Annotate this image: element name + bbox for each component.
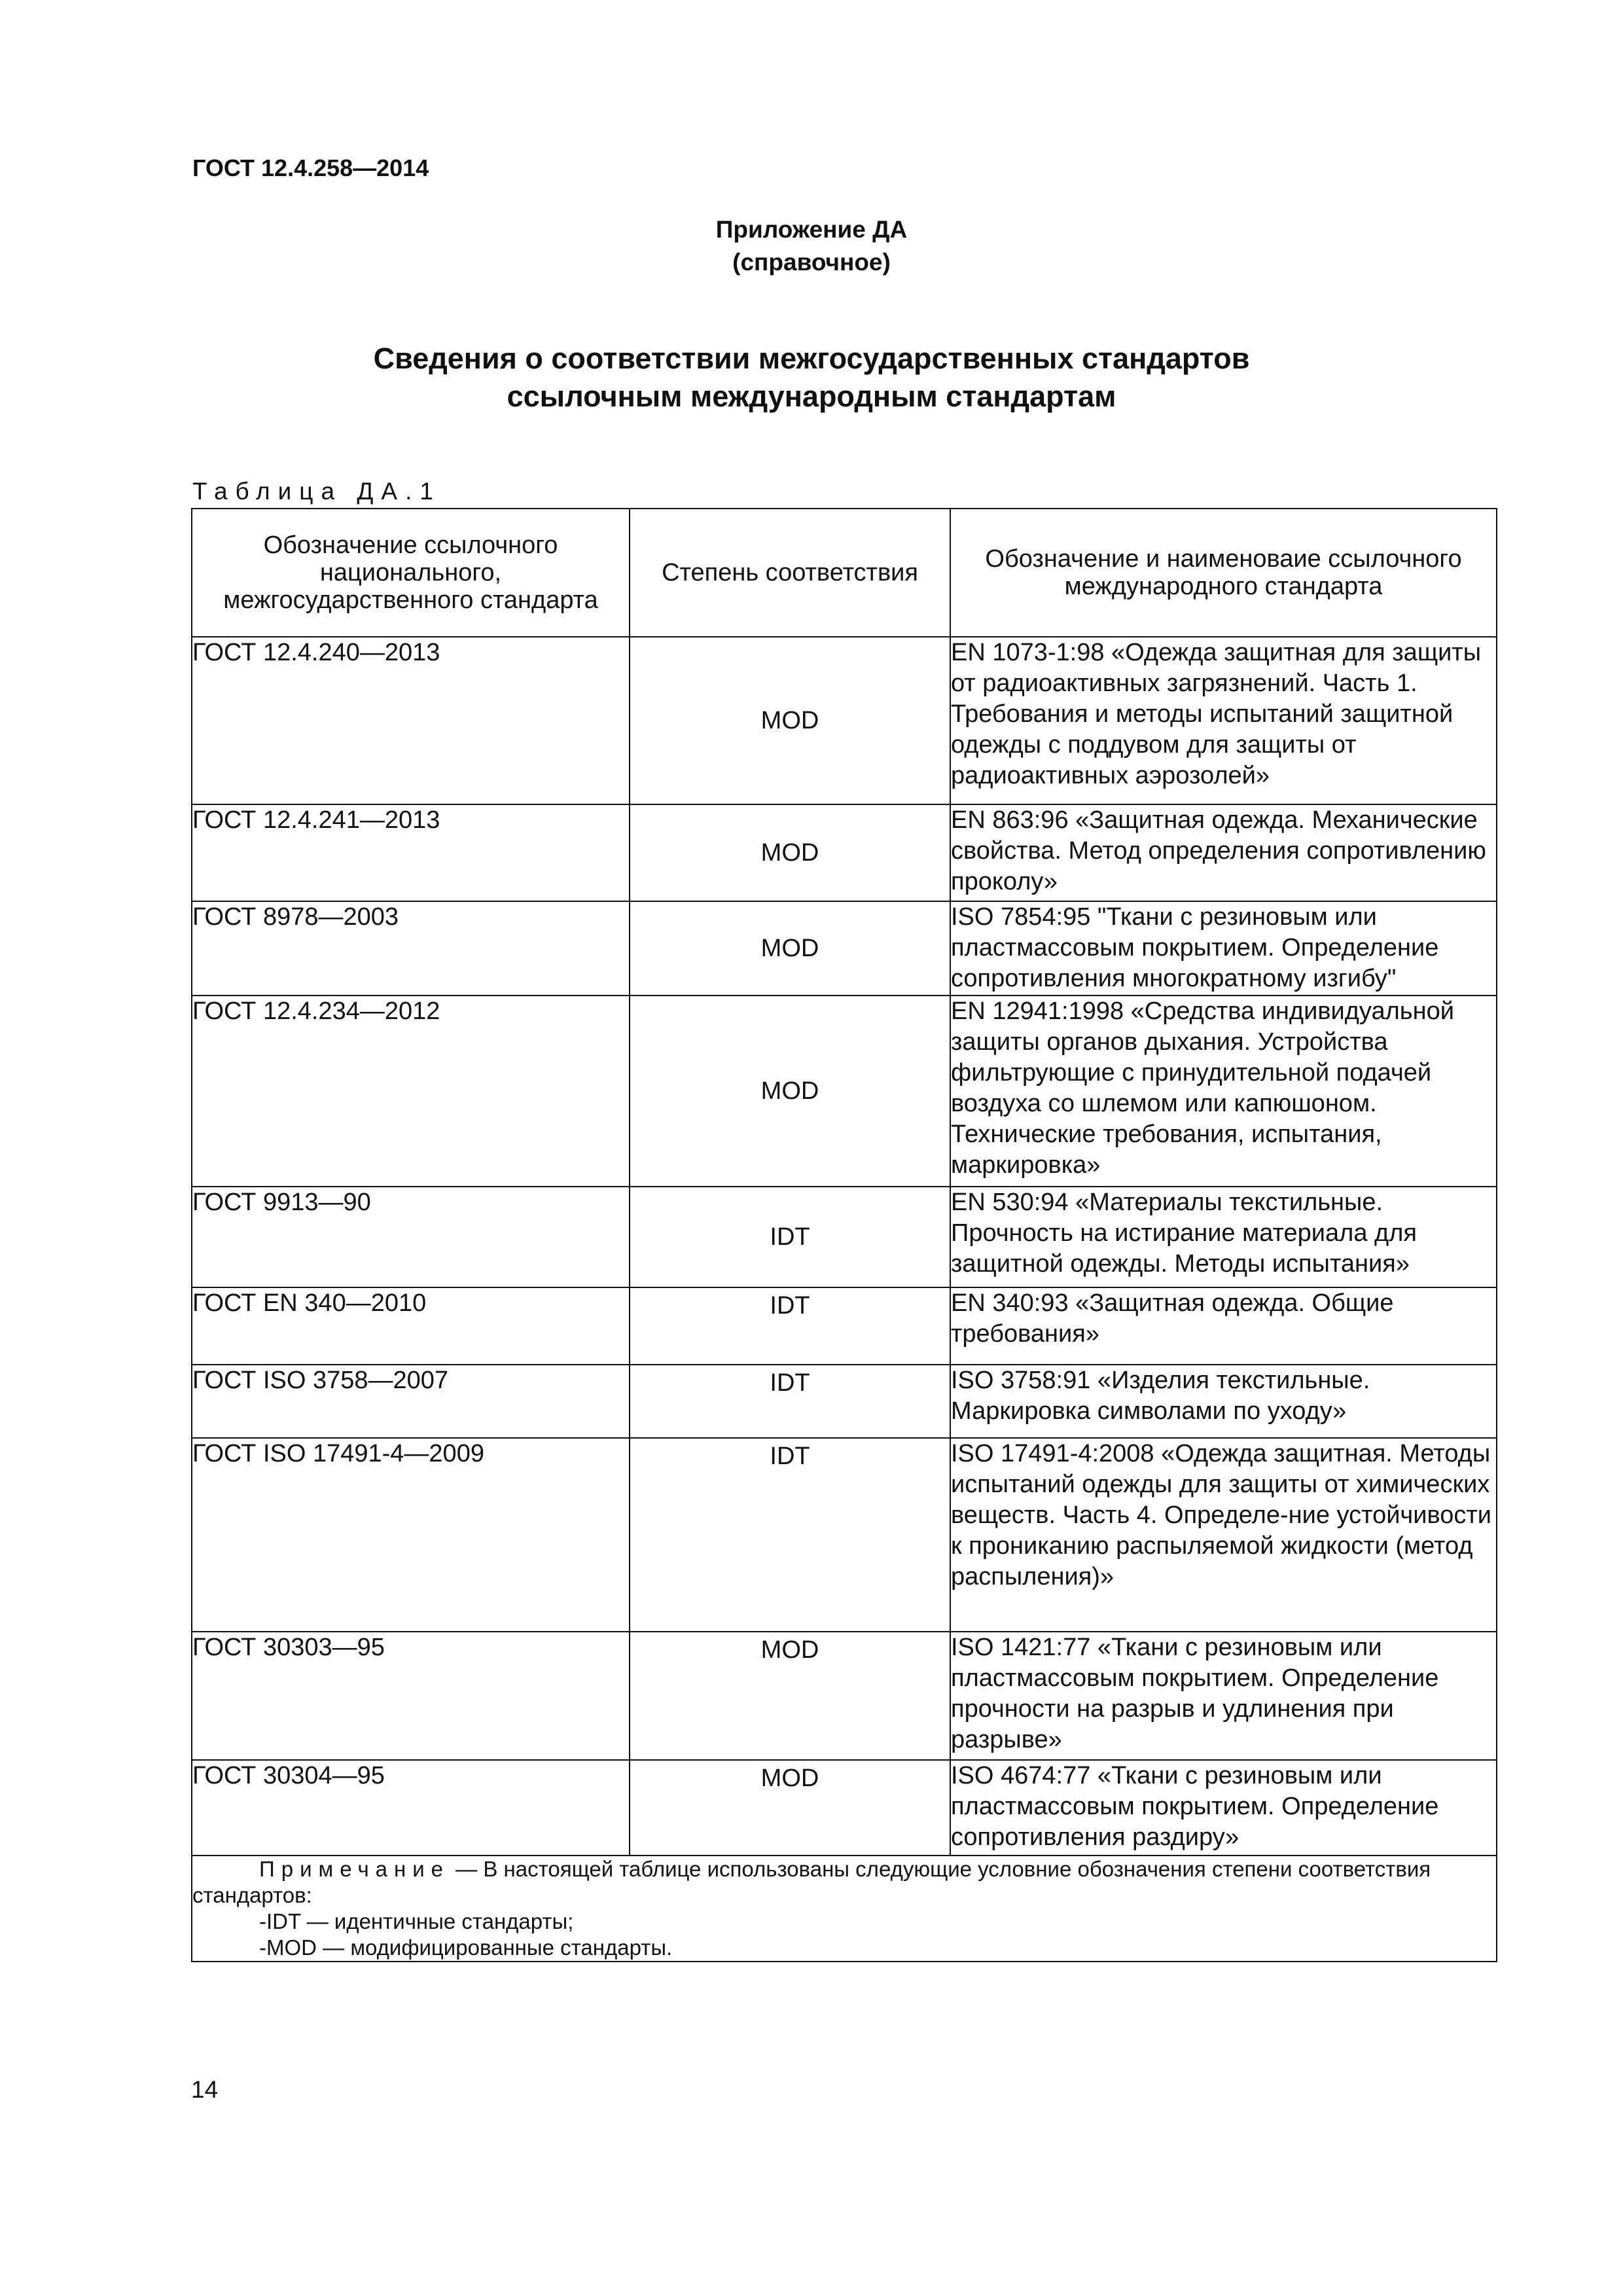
appendix-subtitle: (справочное) xyxy=(732,249,891,276)
table-row xyxy=(192,996,1497,1187)
note-paragraph xyxy=(192,1856,1496,1909)
international-standard-cell: ISO 7854:95 "Ткани с резиновым или пластмассовым покрытием. Определение сопротивления многократному изгибу" xyxy=(950,901,1497,996)
note-label: Примечание xyxy=(259,1857,450,1881)
table-row xyxy=(192,1187,1497,1287)
table-row xyxy=(192,1760,1497,1856)
national-standard-cell: ГОСТ 9913—90 xyxy=(192,1187,630,1287)
standards-table xyxy=(191,508,1497,1962)
table-note-row xyxy=(192,1856,1497,1962)
national-standard-cell: ГОСТ 12.4.234—2012 xyxy=(192,996,630,1187)
degree-cell: MOD xyxy=(630,996,950,1187)
degree-cell: IDT xyxy=(630,1365,950,1438)
note-item-idt: -IDT — идентичные стандарты; xyxy=(259,1909,574,1933)
national-standard-cell: ГОСТ 12.4.240—2013 xyxy=(192,637,630,804)
national-standard-cell: ГОСТ 30304—95 xyxy=(192,1760,630,1856)
international-standard-cell: ISO 4674:77 «Ткани с резиновым или пластмассовым покрытием. Определение сопротивления раздиру» xyxy=(950,1760,1497,1856)
table-note xyxy=(192,1856,1497,1962)
document-code: ГОСТ 12.4.258—2014 xyxy=(192,154,429,181)
page-number: 14 xyxy=(191,2076,219,2103)
international-standard-cell: EN 1073-1:98 «Одежда защитная для защиты от радиоактивных загрязнений. Часть 1. Требования и методы испытаний защитной одежды с поддувом для защиты от радиоактивных аэрозолей» xyxy=(950,637,1497,804)
table-row xyxy=(192,804,1497,901)
national-standard-cell: ГОСТ 12.4.241—2013 xyxy=(192,804,630,901)
international-standard-cell: ISO 1421:77 «Ткани с резиновым или пластмассовым покрытием. Определение прочности на разрыв и удлинения при разрыве» xyxy=(950,1632,1497,1760)
degree-cell: MOD xyxy=(630,901,950,996)
table-row xyxy=(192,1365,1497,1438)
degree-cell: IDT xyxy=(630,1187,950,1287)
international-standard-cell: ISO 17491-4:2008 «Одежда защитная. Методы испытаний одежды для защиты от химических веществ. Часть 4. Определе-ние устойчивости к прониканию распыляемой жидкости (метод распыления)» xyxy=(950,1438,1497,1632)
table-header-row xyxy=(192,509,1497,637)
note-item-mod: -MOD — модифицированные стандарты. xyxy=(259,1935,673,1960)
national-standard-cell: ГОСТ EN 340—2010 xyxy=(192,1287,630,1365)
international-standard-cell: EN 863:96 «Защитная одежда. Механические свойства. Метод определения сопротивлению проколу» xyxy=(950,804,1497,901)
national-standard-cell: ГОСТ ISO 3758—2007 xyxy=(192,1365,630,1438)
national-standard-cell: ГОСТ 30303—95 xyxy=(192,1632,630,1760)
degree-cell: MOD xyxy=(630,1760,950,1856)
degree-cell: IDT xyxy=(630,1287,950,1365)
international-standard-cell: EN 340:93 «Защитная одежда. Общие требования» xyxy=(950,1287,1497,1365)
table-row xyxy=(192,1632,1497,1760)
table-row xyxy=(192,1438,1497,1632)
table-row xyxy=(192,637,1497,804)
degree-cell: MOD xyxy=(630,804,950,901)
section-heading-line-2: ссылочным международным стандартам xyxy=(507,380,1116,413)
header-degree: Степень соответствия xyxy=(630,509,950,637)
international-standard-cell: EN 12941:1998 «Средства индивидуальной защиты органов дыхания. Устройства фильтрующие с принудительной подачей воздуха со шлемом или капюшоном. Технические требования, испытания, маркировка» xyxy=(950,996,1497,1187)
table-row xyxy=(192,901,1497,996)
national-standard-cell: ГОСТ ISO 17491-4—2009 xyxy=(192,1438,630,1632)
degree-cell: MOD xyxy=(630,1632,950,1760)
degree-cell: IDT xyxy=(630,1438,950,1632)
international-standard-cell: ISO 3758:91 «Изделия текстильные. Маркировка символами по уходу» xyxy=(950,1365,1497,1438)
section-heading-line-1: Сведения о соответствии межгосударственных стандартов xyxy=(373,342,1250,375)
appendix-title: Приложение ДА xyxy=(715,216,908,243)
international-standard-cell: EN 530:94 «Материалы текстильные. Прочность на истирание материала для защитной одежды. Методы испытания» xyxy=(950,1187,1497,1287)
note-text: — В настоящей таблице использованы следующие условние обозначения степени соответствия стандартов: xyxy=(192,1857,1431,1907)
degree-cell: MOD xyxy=(630,637,950,804)
header-international-standard: Обозначение и наименоваие ссылочного международного стандарта xyxy=(950,509,1497,637)
table-caption: Таблица ДА.1 xyxy=(192,478,441,505)
header-national-standard: Обозначение ссылочного национального, межгосударственного стандарта xyxy=(192,509,630,637)
table-row xyxy=(192,1287,1497,1365)
national-standard-cell: ГОСТ 8978—2003 xyxy=(192,901,630,996)
